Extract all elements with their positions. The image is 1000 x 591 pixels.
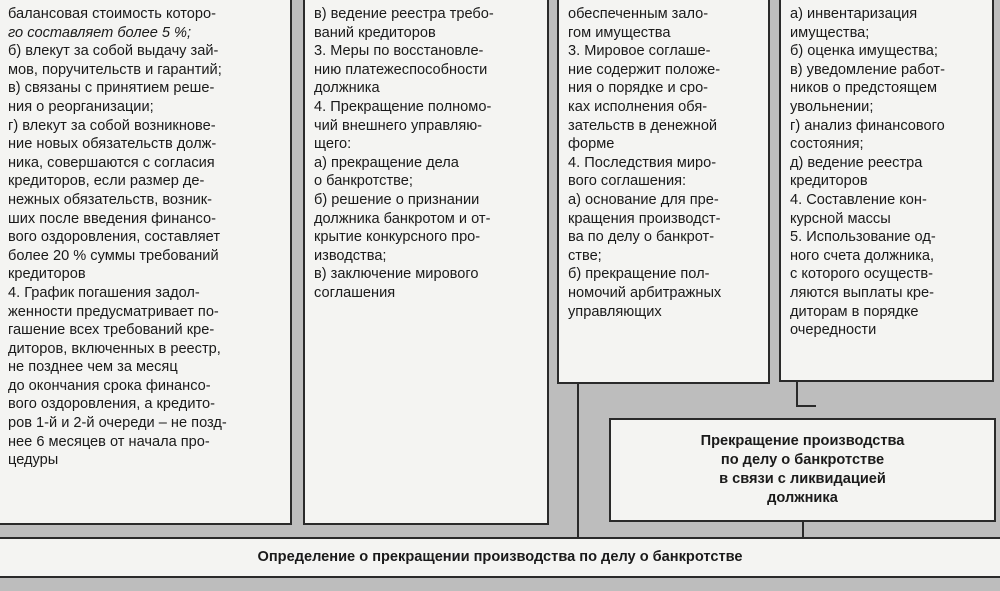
text-line: должника банкротом и от- bbox=[314, 210, 491, 227]
column-text bbox=[568, 5, 721, 321]
text-line: крытие конкурсного про- bbox=[314, 229, 481, 246]
text-line: гашение всех требований кре- bbox=[8, 322, 215, 339]
text-line: ние новых обязательств долж- bbox=[8, 136, 217, 153]
text-line: кредиторов bbox=[790, 173, 868, 190]
text-line: б) решение о признании bbox=[314, 191, 480, 208]
text-line: ников о предстоящем bbox=[790, 80, 938, 97]
text-line: цедуры bbox=[8, 452, 59, 469]
text-line: зательств в денежной bbox=[568, 117, 718, 134]
text-line: должника bbox=[314, 80, 380, 97]
text-line: б) оценка имущества; bbox=[790, 43, 938, 60]
bottom-decision-box bbox=[0, 537, 1000, 578]
termination-line: в связи с ликвидацией bbox=[719, 471, 886, 487]
column-external-management bbox=[303, 0, 549, 525]
text-line: нежных обязательств, возник- bbox=[8, 191, 213, 208]
text-line: го составляет более 5 %; bbox=[8, 24, 192, 41]
text-line: ного счета должника, bbox=[790, 247, 935, 264]
text-line: имущества; bbox=[790, 24, 870, 41]
text-line: соглашения bbox=[314, 284, 396, 301]
text-line: д) ведение реестра bbox=[790, 154, 923, 171]
text-line: форме bbox=[568, 136, 615, 153]
text-line: 3. Мировое соглаше- bbox=[568, 43, 711, 60]
text-line: ках исполнения обя- bbox=[568, 98, 708, 115]
text-line: щего: bbox=[314, 136, 352, 153]
text-line: б) прекращение пол- bbox=[568, 266, 710, 283]
text-line: ния о порядке и сро- bbox=[568, 80, 709, 97]
column-bankruptcy-proceedings bbox=[779, 0, 994, 382]
text-line: кредиторов bbox=[8, 266, 86, 283]
text-line: в) заключение мирового bbox=[314, 266, 479, 283]
text-line: а) инвентаризация bbox=[790, 6, 918, 22]
text-line: 4. График погашения задол- bbox=[8, 284, 200, 301]
text-line: 4. Последствия миро- bbox=[568, 154, 717, 171]
connector-line bbox=[796, 405, 816, 407]
text-line: кращения производст- bbox=[568, 210, 721, 227]
text-line: очередности bbox=[790, 322, 877, 339]
text-line: состояния; bbox=[790, 136, 864, 153]
text-line: г) влекут за собой возникнове- bbox=[8, 117, 216, 134]
text-line: 3. Меры по восстановле- bbox=[314, 43, 484, 60]
text-line: диторов, включенных в реестр, bbox=[8, 340, 221, 357]
text-line: до окончания срока финансо- bbox=[8, 377, 211, 394]
text-line: чий внешнего управляю- bbox=[314, 117, 483, 134]
text-line: балансовая стоимость которо- bbox=[8, 6, 217, 22]
text-line: ляются выплаты кре- bbox=[790, 284, 934, 301]
connector-line bbox=[796, 382, 798, 406]
column-text bbox=[314, 5, 494, 303]
text-line: вого соглашения: bbox=[568, 173, 687, 190]
column-text bbox=[8, 5, 227, 470]
text-line: в) уведомление работ- bbox=[790, 61, 945, 78]
text-line: изводства; bbox=[314, 247, 387, 264]
text-line: в) связаны с принятием реше- bbox=[8, 80, 215, 97]
text-line: о банкротстве; bbox=[314, 173, 413, 190]
text-line: кредиторов, если размер де- bbox=[8, 173, 205, 190]
text-line: стве; bbox=[568, 247, 602, 264]
text-line: вого оздоровления, а кредито- bbox=[8, 396, 215, 413]
text-line: гом имущества bbox=[568, 24, 671, 41]
text-line: не позднее чем за месяц bbox=[8, 359, 178, 376]
termination-line: по делу о банкротстве bbox=[720, 452, 885, 468]
text-line: с которого осуществ- bbox=[790, 266, 934, 283]
text-line: б) влекут за собой выдачу зай- bbox=[8, 43, 219, 60]
text-line: ния о реорганизации; bbox=[8, 98, 154, 115]
text-line: мов, поручительств и гарантий; bbox=[8, 61, 222, 78]
text-line: а) прекращение дела bbox=[314, 154, 459, 171]
text-line: более 20 % суммы требований bbox=[8, 247, 219, 264]
text-line: ва по делу о банкрот- bbox=[568, 229, 715, 246]
text-line: управляющих bbox=[568, 303, 662, 320]
text-line: а) основание для пре- bbox=[568, 191, 719, 208]
text-line: номочий арбитражных bbox=[568, 284, 722, 301]
text-line: г) анализ финансового bbox=[790, 117, 945, 134]
text-line: нию платежеспособности bbox=[314, 61, 488, 78]
column-text bbox=[790, 5, 945, 340]
termination-line: должника bbox=[767, 490, 838, 506]
text-line: 5. Использование од- bbox=[790, 229, 936, 246]
text-line: 4. Прекращение полномо- bbox=[314, 98, 492, 115]
text-line: 4. Составление кон- bbox=[790, 191, 927, 208]
text-line: курсной массы bbox=[790, 210, 891, 227]
text-line: ние содержит положе- bbox=[568, 61, 721, 78]
text-line: женности предусматривает по- bbox=[8, 303, 219, 320]
text-line: вого оздоровления, составляет bbox=[8, 229, 221, 246]
connector-line bbox=[577, 384, 579, 539]
text-line: ших после введения финансо- bbox=[8, 210, 216, 227]
termination-line: Прекращение производства bbox=[700, 433, 905, 449]
text-line: нее 6 месяцев от начала про- bbox=[8, 433, 210, 450]
text-line: ника, совершаются с согласия bbox=[8, 154, 215, 171]
bottom-decision-label: Определение о прекращении производства по делу о банкротстве bbox=[257, 549, 743, 565]
column-settlement-agreement bbox=[557, 0, 770, 384]
text-line: обеспеченным зало- bbox=[568, 6, 709, 22]
text-line: ваний кредиторов bbox=[314, 24, 436, 41]
column-financial-recovery bbox=[0, 0, 292, 525]
text-line: диторам в порядке bbox=[790, 303, 919, 320]
termination-box bbox=[609, 418, 996, 522]
text-line: увольнении; bbox=[790, 98, 874, 115]
text-line: ров 1-й и 2-й очереди – не позд- bbox=[8, 415, 227, 432]
text-line: в) ведение реестра требо- bbox=[314, 6, 494, 22]
